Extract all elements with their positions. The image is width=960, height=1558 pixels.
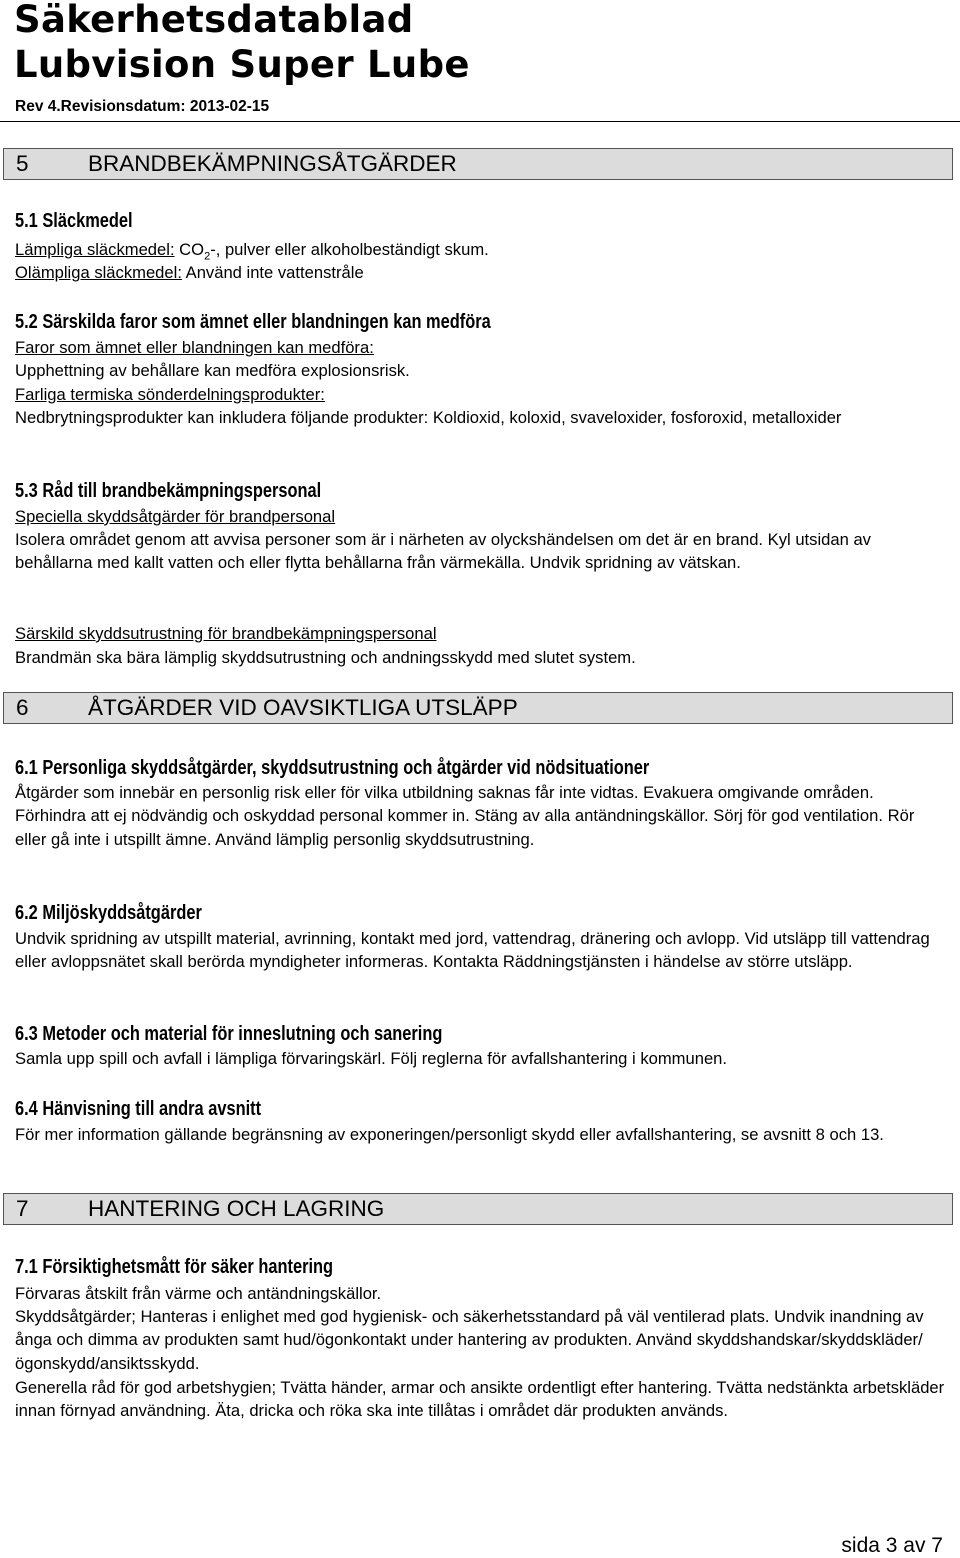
suitable-extinguishing-media: Lämpliga släckmedel: $CO_2-$, pulver eller alkoholbeständigt skum. <box>15 240 489 263</box>
field-label: Speciella skyddsåtgärder för brandpersonal <box>15 507 336 526</box>
document-title: Säkerhetsdatablad <box>14 0 414 41</box>
special-measures-text: Isolera området genom att avvisa personer som är i närheten av olyckshändelsen om det är en brand. Kyl utsidan av behållarna med kallt vatten och eller flytta behållarna från värmekälla. Undvik spridning av vätskan. <box>15 530 871 573</box>
thermal-decomposition-text: Nedbrytningsprodukter kan inkludera följande produkter: Koldioxid, koloxid, svaveloxider, fosforoxid, metalloxider <box>15 408 842 427</box>
subsection-heading: 6.3 Metoder och material för inneslutning och sanering <box>15 1023 443 1045</box>
hygiene-advice-text: Generella råd för god arbetshygien; Tvätta händer, armar och ansikte ordentligt efter hantering. Tvätta nedstänkta arbetskläder innan förnyad användning. Äta, dricka och röka ska inte tillåtas i området där produkten används. <box>15 1378 945 1421</box>
revision-info: Rev 4.Revisionsdatum: 2013-02-15 <box>15 98 270 115</box>
subsection-heading: 7.1 Försiktighetsmått för säker hantering <box>15 1256 334 1278</box>
handling-line: Förvaras åtskilt från värme och antändningskällor. <box>15 1284 382 1303</box>
header-divider <box>0 121 960 122</box>
field-label: Särskild skyddsutrustning för brandbekämpningspersonal <box>15 624 437 643</box>
section-7-header <box>3 1193 953 1225</box>
field-label: Farliga termiska sönderdelningsprodukter: <box>15 385 325 404</box>
unsuitable-extinguishing-media: Olämpliga släckmedel: Använd inte vattenstråle <box>15 263 364 282</box>
section-title: BRANDBEKÄMPNINGSÅTGÄRDER <box>88 151 457 176</box>
field-label: Faror som ämnet eller blandningen kan medföra: <box>15 338 374 357</box>
containment-text: Samla upp spill och avfall i lämpliga förvaringskärl. Följ reglerna för avfallshantering i kommunen. <box>15 1049 728 1068</box>
environmental-precautions-text: Undvik spridning av utspillt material, avrinning, kontakt med jord, vattendrag, dränering och avlopp. Vid utsläpp till vattendrag eller avloppsnätet skall berörda myndigheter informeras. Kontakta Räddningstjänsten i händelse av större utsläpp. <box>15 929 930 972</box>
section-number: 7 <box>16 1196 29 1221</box>
page-number: sida 3 av 7 <box>841 1534 943 1557</box>
protective-equipment-text: Brandmän ska bära lämplig skyddsutrustning och andningsskydd med slutet system. <box>15 648 636 667</box>
field-label: Lämpliga släckmedel: <box>15 240 175 259</box>
section-6-header <box>3 692 953 724</box>
section-title: ÅTGÄRDER VID OAVSIKTLIGA UTSLÄPP <box>88 695 518 720</box>
section-5-header <box>3 148 953 180</box>
subsection-heading: 5.1 Släckmedel <box>15 210 133 232</box>
hazards-text: Upphettning av behållare kan medföra explosionsrisk. <box>15 361 410 380</box>
subsection-heading: 6.2 Miljöskyddsåtgärder <box>15 902 202 924</box>
reference-text: För mer information gällande begränsning av exponeringen/personligt skydd eller avfallshantering, se avsnitt 8 och 13. <box>15 1125 884 1144</box>
handling-measures-text: Skyddsåtgärder; Hanteras i enlighet med god hygienisk- och säkerhetsstandard på väl ventilerad plats. Undvik inandning av ånga och dimma av produkten samt hud/ögonkontakt under hantering av produkten. Använd skyddshandskar/skyddskläder/ögonskydd/ansiktsskydd. <box>15 1307 924 1373</box>
section-number: 6 <box>16 695 29 720</box>
personal-precautions-text: Åtgärder som innebär en personlig risk eller för vilka utbildning saknas får inte vidtas. Evakuera omgivande områden. Förhindra att ej nödvändig och oskyddad personal kommer in. Stäng av alla antändningskällor. Sörj för god ventilation. Rör eller gå inte i utspillt ämne. Använd lämplig personlig skyddsutrustning. <box>15 783 915 849</box>
section-number: 5 <box>16 151 29 176</box>
subsection-heading: 6.4 Hänvisning till andra avsnitt <box>15 1098 262 1120</box>
subsection-heading: 6.1 Personliga skyddsåtgärder, skyddsutrustning och åtgärder vid nödsituationer <box>15 757 650 779</box>
section-title: HANTERING OCH LAGRING <box>88 1196 385 1221</box>
product-name: Lubvision Super Lube <box>14 43 470 86</box>
subsection-heading: 5.2 Särskilda faror som ämnet eller blandningen kan medföra <box>15 311 491 333</box>
subsection-heading: 5.3 Råd till brandbekämpningspersonal <box>15 480 322 502</box>
field-label: Olämpliga släckmedel: <box>15 263 182 282</box>
